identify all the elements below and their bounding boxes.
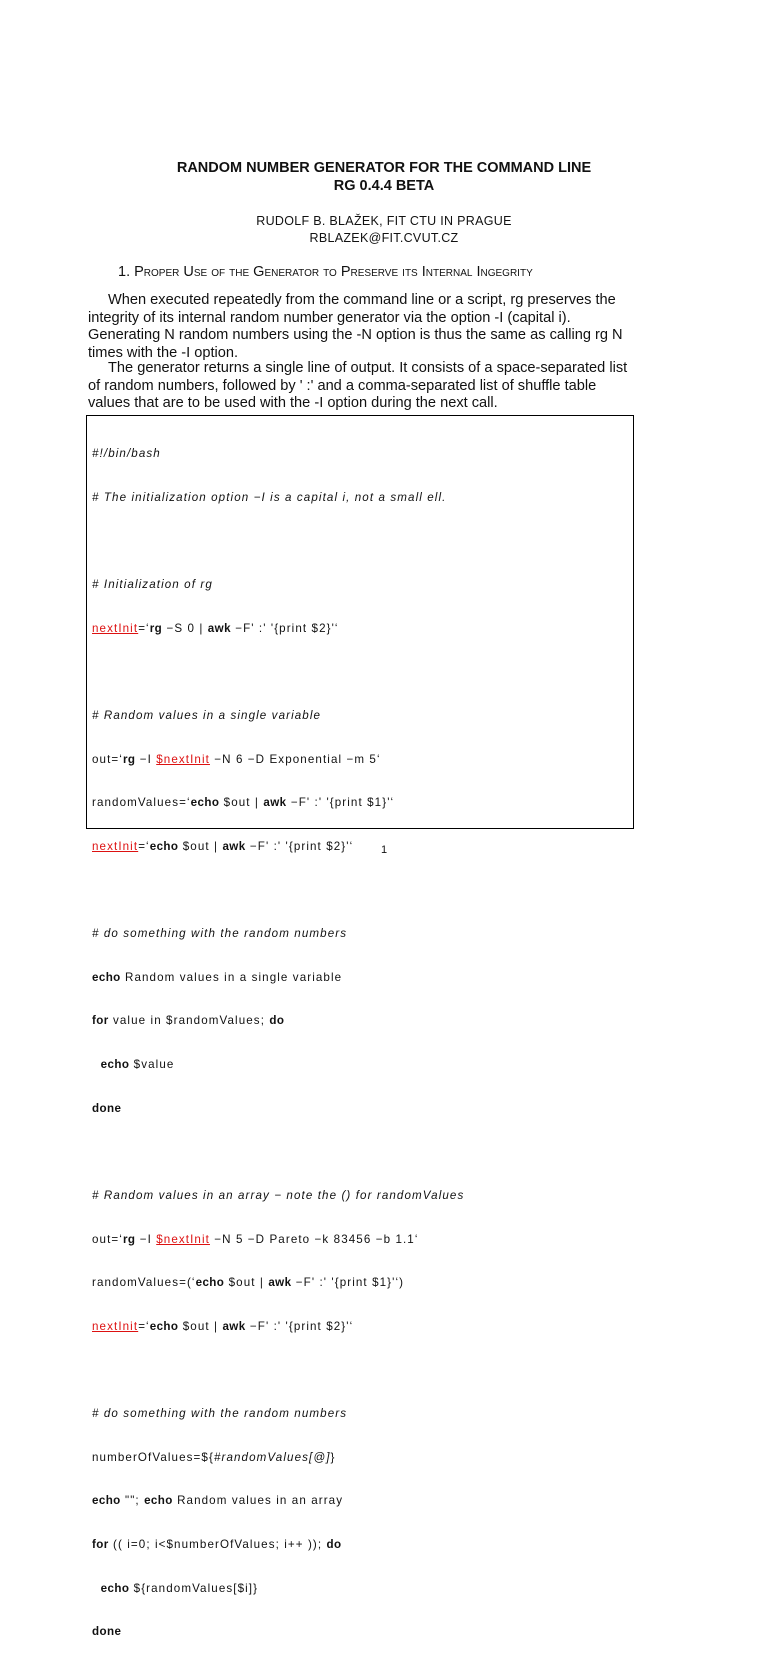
code-keyword: rg (149, 621, 163, 635)
document-title: RANDOM NUMBER GENERATOR FOR THE COMMAND LINE (176, 160, 592, 176)
code-line (92, 1582, 464, 1597)
code-text: ${randomValues[$i]} (129, 1581, 259, 1595)
paragraph-1: When executed repeatedly from the command line or a script, rg preserves the integrity of its internal random number generator via the option -I (capital i). Generating N random numbers using the -N option is thus the same as calling rg N times with the -I option. (88, 292, 623, 361)
code-line: #!/bin/bash (92, 447, 161, 461)
code-keyword: awk (222, 839, 246, 853)
code-line (92, 1102, 464, 1117)
code-text: #randomValues[@] (213, 1450, 331, 1464)
code-blank-line (92, 1145, 464, 1160)
code-keyword: echo (144, 1494, 173, 1508)
code-keyword: done (92, 1101, 122, 1115)
code-keyword: awk (222, 1319, 246, 1333)
code-keyword: echo (190, 796, 220, 810)
code-line: # Random values in a single variable (92, 708, 322, 722)
code-text: value in $randomValues; (108, 1014, 270, 1028)
code-line: # The initialization option −I is a capital i, not a small ell. (92, 490, 447, 504)
code-text: ""; (120, 1494, 145, 1508)
code-line (92, 1451, 464, 1466)
code-line (92, 1233, 464, 1248)
code-text: =‘ (138, 1319, 150, 1333)
code-text: =‘ (138, 839, 150, 853)
code-text: $out | (224, 1276, 269, 1290)
code-line (92, 971, 464, 986)
code-keyword: for (92, 1014, 109, 1028)
code-text: $out | (178, 839, 223, 853)
code-text: out=‘ (92, 752, 123, 766)
code-keyword: awk (207, 621, 231, 635)
code-variable: nextInit (92, 1319, 139, 1333)
code-text: −F' :' '{print $2}'‘ (230, 621, 339, 635)
code-keyword: for (92, 1538, 109, 1552)
code-keyword: do (326, 1538, 342, 1552)
code-text: $out | (219, 796, 264, 810)
code-variable: $nextInit (156, 1232, 210, 1246)
code-text: −F' :' '{print $1}'‘) (291, 1276, 405, 1290)
code-keyword: rg (122, 752, 136, 766)
code-keyword: echo (92, 970, 121, 984)
code-text: −F' :' '{print $1}'‘ (286, 796, 395, 810)
code-keyword: awk (268, 1276, 292, 1290)
author-email: RBLAZEK@FIT.CVUT.CZ (309, 231, 459, 245)
code-line: # Random values in an array − note the () for randomValues (92, 1188, 465, 1202)
code-text: numberOfValues=${ (92, 1450, 214, 1464)
code-line: # Initialization of rg (92, 578, 213, 592)
code-line (92, 1320, 464, 1335)
code-text: −F' :' '{print $2}'‘ (245, 839, 354, 853)
code-keyword: echo (92, 1494, 121, 1508)
code-variable: nextInit (92, 621, 139, 635)
document-subtitle: RG 0.4.4 BETA (333, 178, 435, 194)
code-line (92, 1494, 464, 1509)
code-line (92, 1014, 464, 1029)
code-text: −N 5 −D Pareto −k 83456 −b 1.1‘ (209, 1232, 419, 1246)
code-blank-line (92, 1364, 464, 1379)
code-keyword: echo (100, 1581, 130, 1595)
code-text: } (330, 1450, 336, 1464)
code-line (92, 1276, 464, 1291)
code-blank-line (92, 534, 464, 549)
code-keyword: echo (100, 1058, 130, 1072)
code-text: $out | (178, 1319, 223, 1333)
code-blank-line (92, 665, 464, 680)
section-number: 1. (118, 264, 131, 280)
code-line (92, 1538, 464, 1553)
section-title: Proper Use of the Generator to Preserve its Internal Ingegrity (134, 264, 533, 280)
code-line (92, 796, 464, 811)
code-line (92, 753, 464, 768)
code-text: −N 6 −D Exponential −m 5‘ (209, 752, 381, 766)
code-line: # do something with the random numbers (92, 1407, 348, 1421)
code-text: −I (135, 1232, 157, 1246)
code-variable: nextInit (92, 839, 139, 853)
code-keyword: done (92, 1625, 122, 1639)
code-keyword: do (269, 1014, 285, 1028)
code-line (92, 1625, 464, 1640)
code-keyword: rg (122, 1232, 136, 1246)
code-text: −I (135, 752, 157, 766)
page-number: 1 (380, 844, 388, 856)
author-line: RUDOLF B. BLAŽEK, FIT CTU IN PRAGUE (256, 214, 512, 228)
code-text: Random values in a single variable (120, 970, 343, 984)
code-text: −F' :' '{print $2}'‘ (245, 1319, 354, 1333)
code-keyword: echo (195, 1276, 225, 1290)
code-text: Random values in an array (172, 1494, 344, 1508)
code-keyword: echo (149, 1319, 179, 1333)
code-text: out=‘ (92, 1232, 123, 1246)
code-text: −S 0 | (162, 621, 208, 635)
code-listing (92, 418, 464, 1654)
code-text: =‘ (138, 621, 150, 635)
code-text: randomValues=‘ (92, 796, 191, 810)
code-variable: $nextInit (156, 752, 210, 766)
code-keyword: echo (149, 839, 179, 853)
code-blank-line (92, 884, 464, 899)
paragraph-2: The generator returns a single line of output. It consists of a space-separated list of random numbers, followed by ' :' and a comma-separated list of shuffle table values that are to be used with the -I option during the next call. (88, 360, 628, 411)
code-text: randomValues=(‘ (92, 1276, 196, 1290)
section-heading (118, 264, 533, 280)
code-keyword: awk (263, 796, 287, 810)
code-line (92, 622, 464, 637)
code-text: $value (129, 1058, 175, 1072)
code-text: (( i=0; i<$numberOfValues; i++ )); (108, 1538, 327, 1552)
code-line: # do something with the random numbers (92, 927, 348, 941)
code-line (92, 1058, 464, 1073)
